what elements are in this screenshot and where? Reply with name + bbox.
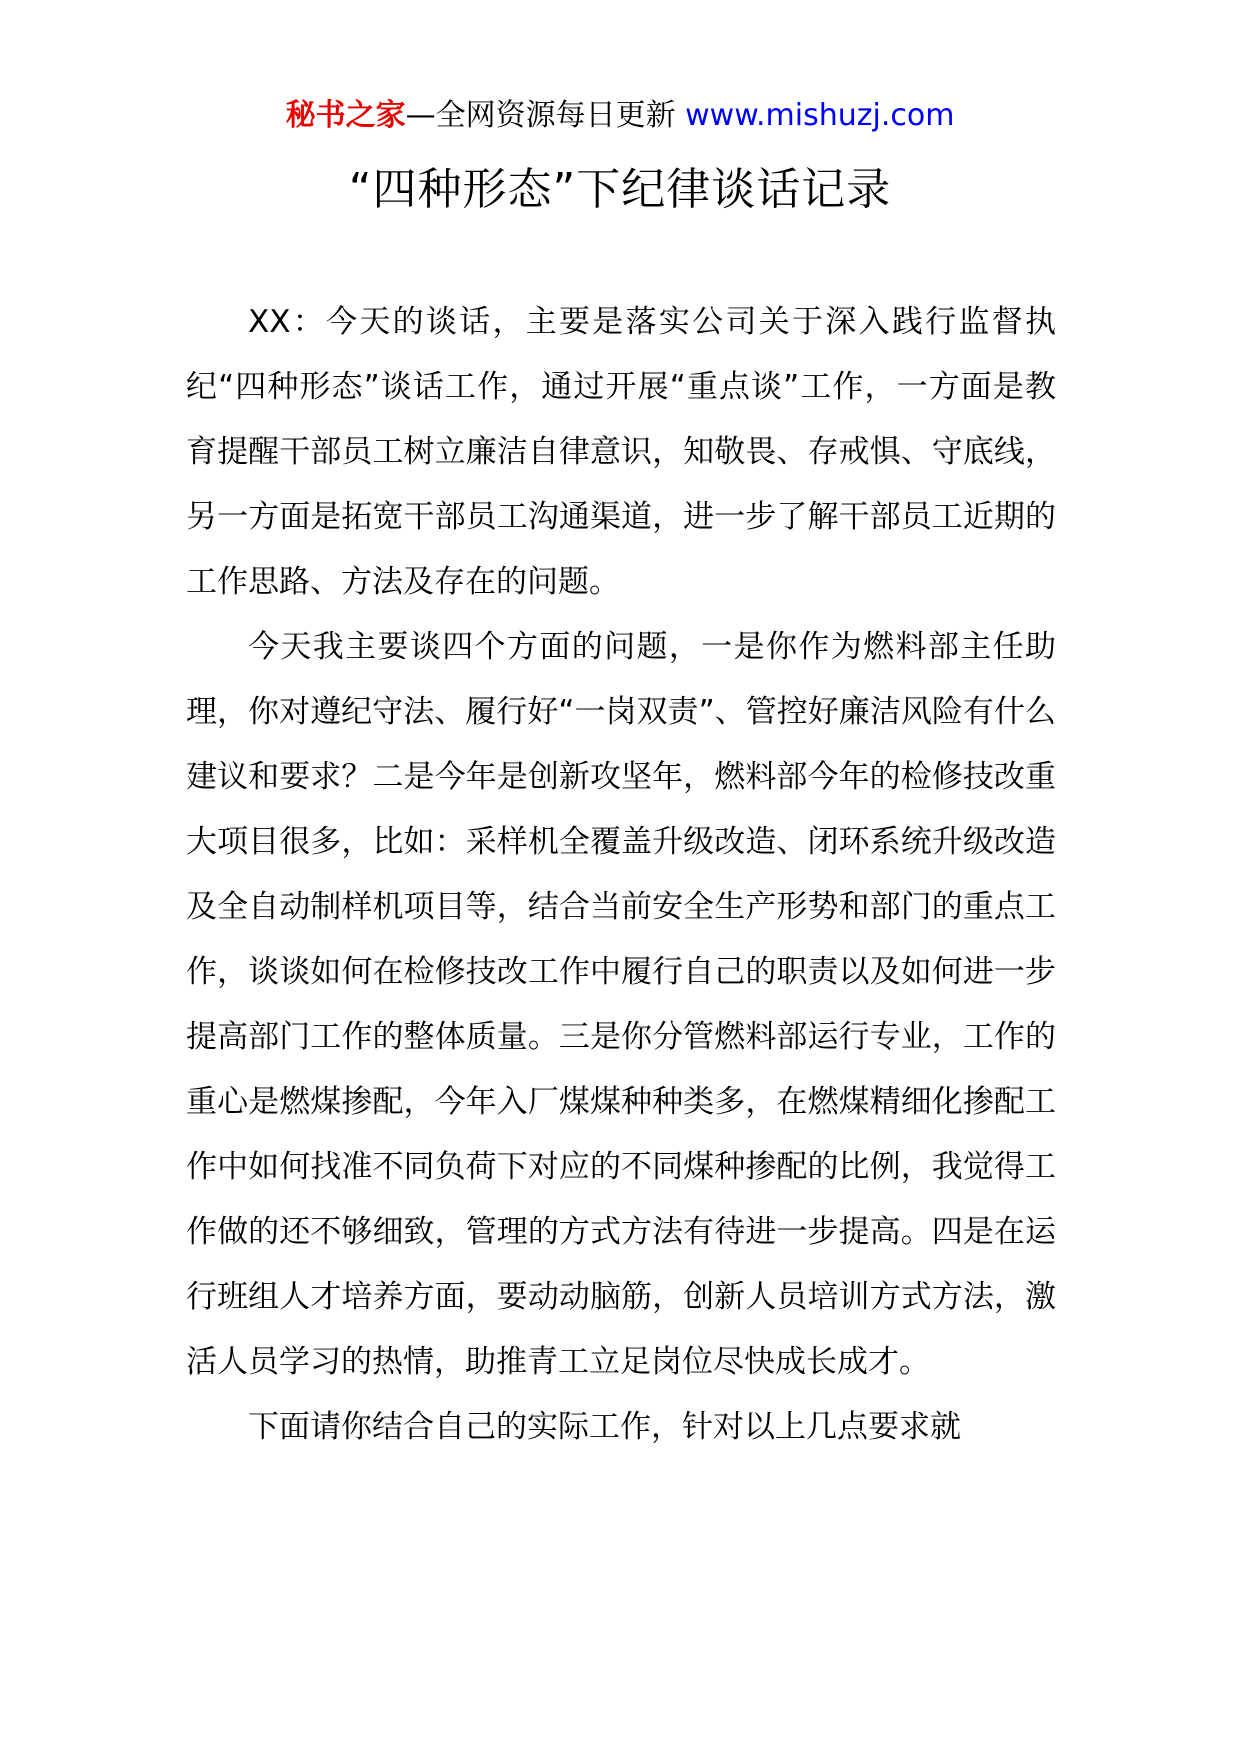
paragraph-request: 下面请你结合自己的实际工作，针对以上几点要求就 bbox=[248, 1409, 961, 1445]
site-url-link[interactable]: www.mishuzj.com bbox=[685, 98, 955, 133]
site-header bbox=[0, 96, 1240, 136]
site-brand: 秘书之家 bbox=[285, 98, 406, 133]
site-slogan: —全网资源每日更新 bbox=[405, 98, 686, 133]
document-body bbox=[186, 290, 1056, 1460]
paragraph-four-topics: 今天我主要谈四个方面的问题，一是你作为燃料部主任助理，你对遵纪守法、履行好“一岗双责”、管控好廉洁风险有什么建议和要求？二是今年是创新攻坚年，燃料部今年的检修技改重大项目很多，比如：采样机全覆盖升级改造、闭环系统升级改造及全自动制样机项目等，结合当前安全生产形势和部门的重点工作，谈谈如何在检修技改工作中履行自己的职责以及如何进一步提高部门工作的整体质量。三是你分管燃料部运行专业，工作的重心是燃煤掺配，今年入厂煤煤种种类多，在燃煤精细化掺配工作中如何找准不同负荷下对应的不同煤种掺配的比例，我觉得工作做的还不够细致，管理的方式方法有待进一步提高。四是在运行班组人才培养方面，要动动脑筋，创新人员培训方式方法，激活人员学习的热情，助推青工立足岗位尽快成长成才。 bbox=[186, 629, 1056, 1380]
paragraph-intro: XX：今天的谈话，主要是落实公司关于深入践行监督执纪“四种形态”谈话工作，通过开展“重点谈”工作，一方面是教育提醒干部员工树立廉洁自律意识，知敬畏、存戒惧、守底线，另一方面是拓宽干部员工沟通渠道，进一步了解干部员工近期的工作思路、方法及存在的问题。 bbox=[186, 304, 1056, 600]
document-title: “四种形态”下纪律谈话记录 bbox=[348, 164, 892, 215]
